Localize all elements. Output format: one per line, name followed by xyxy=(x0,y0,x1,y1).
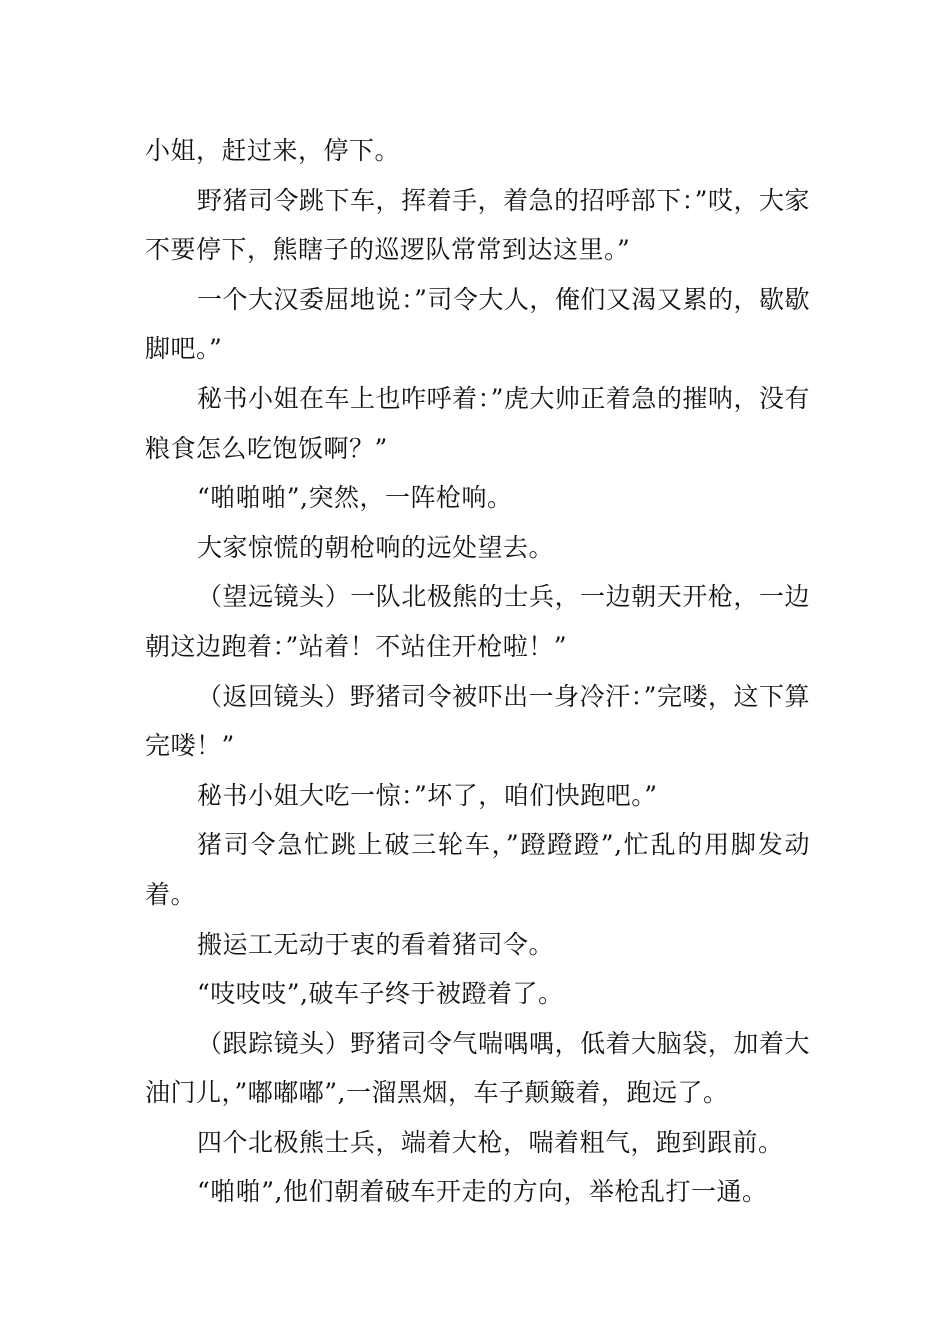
paragraph-14: 四个北极熊士兵，端着大枪，喘着粗气，跑到跟前。 xyxy=(197,1127,784,1157)
paragraph-10: 猪司令急忙跳上破三轮车，”蹬蹬蹬”,忙乱的用脚发动着。 xyxy=(145,830,810,909)
paragraph-5: “啪啪啪”,突然，一阵枪响。 xyxy=(197,483,513,513)
paragraph-12: “吱吱吱”,破车子终于被蹬着了。 xyxy=(197,979,564,1009)
paragraph-6: 大家惊慌的朝枪响的远处望去。 xyxy=(197,532,555,562)
paragraph-7: （望远镜头）一队北极熊的士兵，一边朝天开枪，一边朝这边跑着：”站着！不站住开枪啦！” xyxy=(145,582,810,661)
paragraph-11: 搬运工无动于衷的看着猪司令。 xyxy=(197,929,555,959)
paragraph-1: 小姐，赶过来，停下。 xyxy=(145,136,401,165)
paragraph-4: 秘书小姐在车上也咋呼着：”虎大帅正着急的摧呐，没有粮食怎么吃饱饭啊？” xyxy=(145,383,810,463)
body-text xyxy=(145,126,810,1217)
paragraph-9: 秘书小姐大吃一惊：”坏了，咱们快跑吧。” xyxy=(197,780,658,810)
paragraph-15: “啪啪”,他们朝着破车开走的方向，举枪乱打一通。 xyxy=(197,1177,768,1207)
paragraph-13: （跟踪镜头）野猪司令气喘喁喁，低着大脑袋，加着大油门儿，”嘟嘟嘟”,一溜黑烟，车子颠簸着，跑远了。 xyxy=(145,1028,810,1108)
paragraph-8: （返回镜头）野猪司令被吓出一身冷汗：”完喽，这下算完喽！” xyxy=(145,681,810,761)
paragraph-3: 一个大汉委屈地说：”司令大人，俺们又渴又累的，歇歇脚吧。” xyxy=(145,284,810,364)
paragraph-2: 野猪司令跳下车，挥着手，着急的招呼部下：”哎，大家不要停下，熊瞎子的巡逻队常常到达这里。” xyxy=(145,185,810,265)
